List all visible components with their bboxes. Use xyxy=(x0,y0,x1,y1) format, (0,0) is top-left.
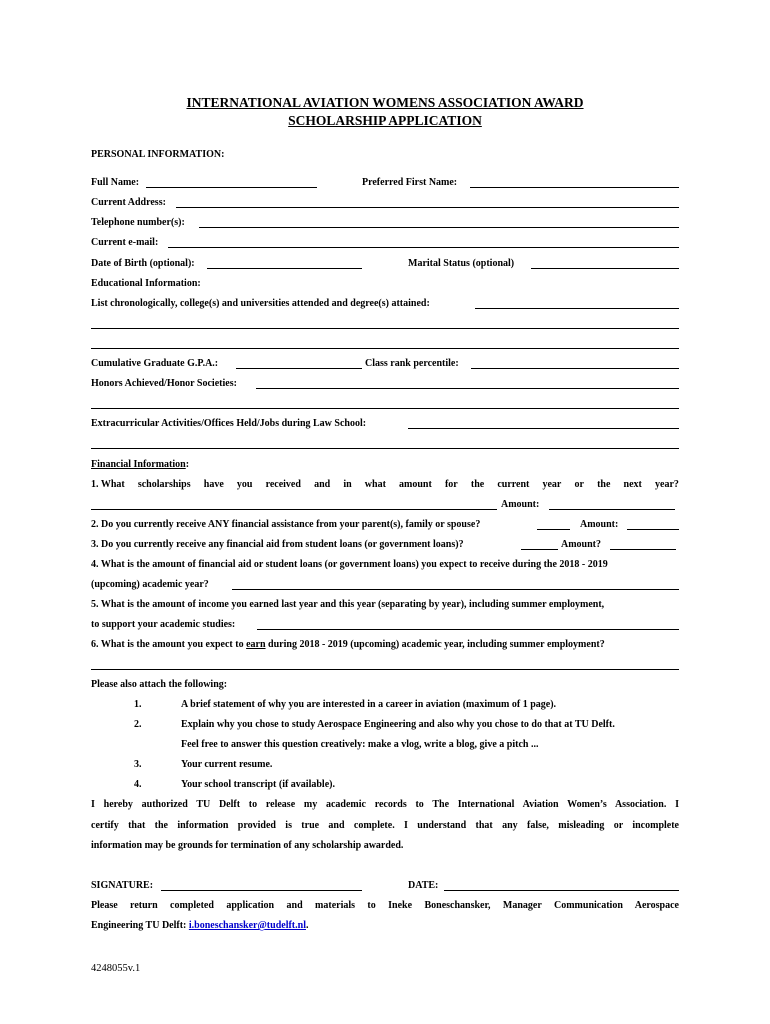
marital-field[interactable] xyxy=(531,268,679,269)
q2-amount-label: Amount: xyxy=(580,519,619,530)
q1-amount-label: Amount: xyxy=(501,499,540,510)
q2-text: 2. Do you currently receive ANY financial assistance from your parent(s), family or spouse? xyxy=(91,519,481,530)
colleges-field-2[interactable] xyxy=(91,328,679,329)
colleges-field[interactable] xyxy=(475,308,679,309)
contact-email-link[interactable]: i.boneschansker@tudelft.nl xyxy=(188,920,306,931)
extracurricular-field-2[interactable] xyxy=(91,448,679,449)
class-rank-field[interactable] xyxy=(471,368,679,369)
preferred-name-label: Preferred First Name: xyxy=(362,177,458,188)
signature-field[interactable] xyxy=(161,890,362,891)
q6-field[interactable] xyxy=(91,669,679,670)
authorization-line1: I hereby authorized TU Delft to release my academic records to The International Aviation Women’s Association. I xyxy=(91,799,679,810)
q2-amount-field[interactable] xyxy=(627,529,679,530)
authorization-line3: information may be grounds for termination of any scholarship awarded. xyxy=(91,840,404,851)
q4-text-line2: (upcoming) academic year? xyxy=(91,579,209,590)
attach-item-4-text: Your school transcript (if available). xyxy=(181,779,335,790)
colleges-field-3[interactable] xyxy=(91,348,679,349)
financial-heading: Financial Information: xyxy=(91,459,190,470)
honors-label: Honors Achieved/Honor Societies: xyxy=(91,378,237,389)
email-label: Current e-mail: xyxy=(91,237,159,248)
attach-item-3-num: 3. xyxy=(134,759,142,770)
authorization-line2: certify that the information provided is true and complete. I understand that any false, misleading or incomplete xyxy=(91,820,679,831)
q5-text-line1: 5. What is the amount of income you earned last year and this year (separating by year), including summer employment, xyxy=(91,599,605,610)
q5-text-line2: to support your academic studies: xyxy=(91,619,236,630)
attach-item-3-text: Your current resume. xyxy=(181,759,273,770)
class-rank-label: Class rank percentile: xyxy=(365,358,459,369)
extracurricular-field[interactable] xyxy=(408,428,679,429)
financial-heading-text: Financial Information xyxy=(91,459,186,470)
email-field[interactable] xyxy=(168,247,679,248)
attach-item-2-text: Explain why you chose to study Aerospace Engineering and also why you chose to do that at TU Delft. xyxy=(181,719,615,730)
gpa-label: Cumulative Graduate G.P.A.: xyxy=(91,358,219,369)
return-line1: Please return completed application and materials to Ineke Boneschansker, Manager Communication Aerospace xyxy=(91,900,679,911)
q3-amount-field[interactable] xyxy=(610,549,676,550)
q6-text: 6. What is the amount you expect to earn during 2018 - 2019 (upcoming) academic year, including summer employment? xyxy=(91,639,605,650)
address-field[interactable] xyxy=(176,207,679,208)
personal-heading: PERSONAL INFORMATION: xyxy=(91,149,225,160)
date-label: DATE: xyxy=(408,880,439,891)
dob-field[interactable] xyxy=(207,268,362,269)
attach-item-4-num: 4. xyxy=(134,779,142,790)
attach-item-2-num: 2. xyxy=(134,719,142,730)
signature-label: SIGNATURE: xyxy=(91,880,154,891)
q3-text: 3. Do you currently receive any financial aid from student loans (or government loans)? xyxy=(91,539,464,550)
marital-label: Marital Status (optional) xyxy=(408,258,515,269)
date-field[interactable] xyxy=(444,890,679,891)
return-line2: Engineering TU Delft: i.boneschansker@tudelft.nl. xyxy=(91,920,309,931)
attach-heading: Please also attach the following: xyxy=(91,679,228,690)
extracurricular-label: Extracurricular Activities/Offices Held/Jobs during Law School: xyxy=(91,418,367,429)
honors-field[interactable] xyxy=(256,388,679,389)
document-id: 4248055v.1 xyxy=(91,963,141,974)
dob-label: Date of Birth (optional): xyxy=(91,258,195,269)
full-name-label: Full Name: xyxy=(91,177,140,188)
q2-field[interactable] xyxy=(537,529,570,530)
form-title-line1: INTERNATIONAL AVIATION WOMENS ASSOCIATION AWARD xyxy=(186,95,584,110)
full-name-field[interactable] xyxy=(146,187,317,188)
q4-text-line1: 4. What is the amount of financial aid or student loans (or government loans) you expect to receive during the 2018 - 2019 xyxy=(91,559,608,570)
honors-field-2[interactable] xyxy=(91,408,679,409)
attach-item-1-num: 1. xyxy=(134,699,142,710)
address-label: Current Address: xyxy=(91,197,166,208)
q6-earn: earn xyxy=(246,639,266,650)
q1-amount-field[interactable] xyxy=(549,509,675,510)
q3-amount-label: Amount? xyxy=(561,539,602,550)
telephone-field[interactable] xyxy=(199,227,679,228)
q3-field[interactable] xyxy=(521,549,558,550)
preferred-name-field[interactable] xyxy=(470,187,679,188)
q5-field[interactable] xyxy=(257,629,679,630)
q1-field[interactable] xyxy=(91,509,497,510)
colleges-label: List chronologically, college(s) and universities attended and degree(s) attained: xyxy=(91,298,430,309)
telephone-label: Telephone number(s): xyxy=(91,217,185,228)
gpa-field[interactable] xyxy=(236,368,362,369)
q4-field[interactable] xyxy=(232,589,679,590)
attach-item-1-text: A brief statement of why you are interested in a career in aviation (maximum of 1 page). xyxy=(181,699,557,710)
form-title-line2: SCHOLARSHIP APPLICATION xyxy=(288,113,482,128)
education-heading: Educational Information: xyxy=(91,278,201,289)
q1-text: 1. What scholarships have you received and in what amount for the current year or the next year? xyxy=(91,479,679,490)
attach-item-2-note: Feel free to answer this question creatively: make a vlog, write a blog, give a pitch ... xyxy=(181,739,539,750)
